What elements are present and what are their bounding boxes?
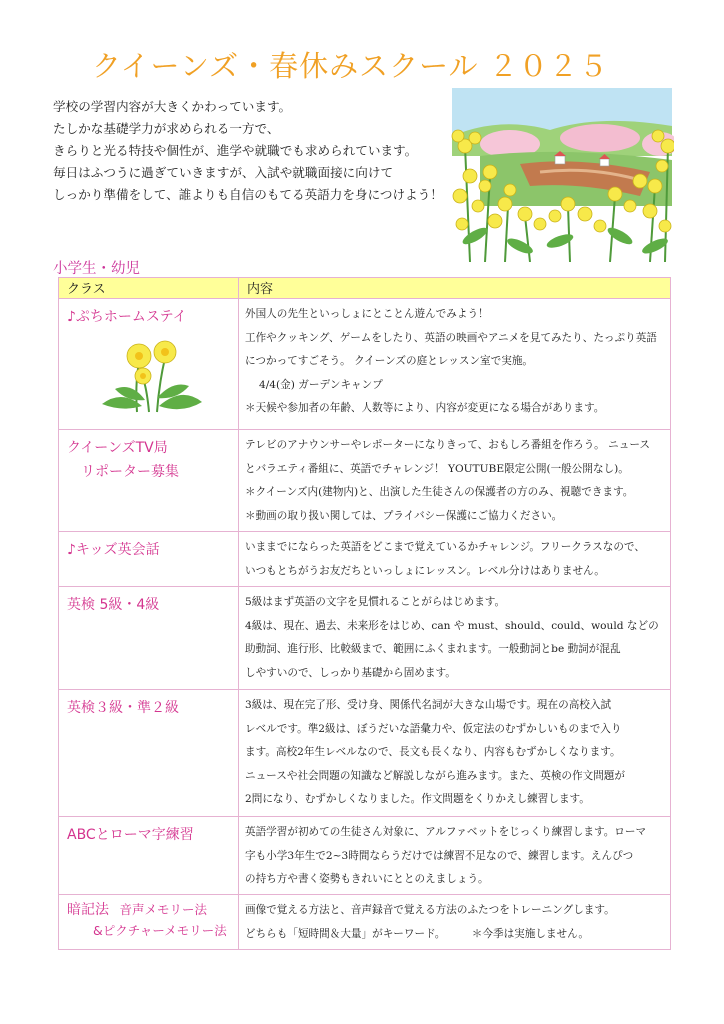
content-line: の持ち方や書く姿勢もきれいにととのえましょう。: [245, 873, 489, 886]
content-cell: [239, 587, 671, 690]
class-name: ABCとローマ字練習: [67, 827, 194, 843]
content-cell: [239, 895, 671, 950]
content-line: いつもとちがうお友だちといっしょにレッスン。レベル分けはありません。: [245, 564, 605, 577]
content-line: につかってすごそう。 クイーンズの庭とレッスン室で実施。: [245, 355, 534, 368]
table-row: [59, 895, 671, 950]
class-cell: [59, 430, 239, 532]
content-line: 5級はまず英語の文字を見慣れることがらはじめます。: [245, 596, 506, 608]
class-sub: 音声メモリー法: [119, 902, 207, 917]
intro-line: たしかな基礎学力が求められる一方で、: [53, 121, 280, 136]
class-name: 英検３級・準２級: [67, 700, 179, 716]
content-line: 画像で覚える方法と、音声録音で覚える方法のふたつをトレーニングします。: [245, 904, 615, 916]
spring-flowers-illustration: [450, 86, 674, 262]
content-line: ます。高校2年生レベルなので、長文も長くなり、内容もむずかしくなります。: [245, 746, 621, 759]
class-cell: [59, 817, 239, 895]
header-class: クラス: [59, 278, 239, 299]
class-name: [67, 899, 238, 919]
class-main: 暗記法: [67, 902, 109, 918]
content-line: ＊動画の取り扱い関しては、プライバシー保護にご協力ください。: [245, 509, 563, 522]
page-title: クイーンズ・春休みスクール ２０２５: [92, 49, 609, 83]
content-line: いままでにならった英語をどこまで覚えているかチャレンジ。フリークラスなので、: [245, 541, 645, 553]
class-cell: [59, 587, 239, 690]
table-row: [59, 532, 671, 587]
content-line: とバラエティ番組に、英語でチャレンジ！ YOUTUBE限定公開(一般公開なし)。: [245, 462, 629, 475]
class-name: クイーンズTV局: [67, 440, 168, 456]
content-line: レベルです。準2級は、ぼうだいな語彙力や、仮定法のむずかしいものまで入り: [245, 722, 622, 735]
content-line: 助動詞、進行形、比較級まで、範囲にふくまれます。一般動詞とbe 動詞が混乱: [245, 643, 621, 656]
content-line: 3級は、現在完了形、受け身、関係代名詞が大きな山場です。現在の高校入試: [245, 699, 612, 711]
dandelion-illustration: [97, 334, 207, 414]
table-header-row: [59, 278, 671, 299]
content-line: ニュースや社会問題の知識など解説しながら進みます。また、英検の作文問題が: [245, 769, 625, 782]
content-line: テレビのアナウンサーやレポーターになりきって、おもしろ番組を作ろう。 ニュース: [245, 439, 650, 451]
class-name: リポーター募集: [81, 464, 179, 480]
table-row: [59, 587, 671, 690]
class-name: 英検 5級・4級: [67, 597, 160, 613]
class-sub: &ピクチャーメモリー法: [93, 923, 227, 938]
content-line: 工作やクッキング、ゲームをしたり、英語の映画やアニメを見てみたり、たっぷり英語: [245, 331, 657, 344]
content-line: 字も小学3年生で2~3時間ならうだけでは練習不足なので、練習します。えんぴつ: [245, 849, 634, 862]
content-line: ＊天候や参加者の年齢、人数等により、内容が変更になる場合があります。: [245, 402, 605, 415]
content-line: 英語学習が初めての生徒さん対象に、アルファベットをじっくり練習します。ローマ: [245, 826, 647, 838]
class-cell: [59, 895, 239, 950]
content-cell: [239, 430, 671, 532]
intro-line: きらりと光る特技や個性が、進学や就職でも求められています。: [53, 143, 418, 158]
content-line: 外国人の先生といっしょにとことん遊んでみよう！: [245, 308, 489, 320]
class-cell: [59, 532, 239, 587]
content-cell: [239, 299, 671, 430]
section-label: 小学生・幼児: [53, 261, 140, 277]
intro-line: 学校の学習内容が大きくかわっています。: [53, 99, 292, 114]
intro-text: [53, 96, 443, 206]
content-cell: [239, 690, 671, 817]
content-line: ＊クイーンズ内(建物内)と、出演した生徒さんの保護者の方のみ、視聴できます。: [245, 486, 634, 499]
content-line: 4級は、現在、過去、未来形をはじめ、can や must、should、could、would などの: [245, 619, 659, 632]
header-content: 内容: [239, 278, 671, 299]
table-row: [59, 817, 671, 895]
content-cell: [239, 817, 671, 895]
content-cell: [239, 532, 671, 587]
class-cell: [59, 690, 239, 817]
class-name: ♪キッズ英会話: [67, 542, 160, 558]
class-cell: [59, 299, 239, 430]
class-table: [58, 277, 671, 950]
content-line: 4/4(金) ガーデンキャンプ: [259, 378, 383, 391]
table-row: [59, 299, 671, 430]
table-row: [59, 430, 671, 532]
intro-line: 毎日はふつうに過ぎていきますが、入試や就職面接に向けて: [53, 165, 394, 180]
class-name: ♪ぷちホームステイ: [67, 309, 187, 325]
content-line: しやすいので、しっかり基礎から固めます。: [245, 666, 456, 679]
content-line: 2問になり、むずかしくなりました。作文問題をくりかえし練習します。: [245, 793, 590, 806]
content-line: どちらも「短時間＆大量」がキーワード。 ＊今季は実施しません。: [245, 927, 589, 940]
table-row: [59, 690, 671, 817]
intro-line: しっかり準備をして、誰よりも自信のもてる英語力を身につけよう！: [53, 187, 443, 202]
